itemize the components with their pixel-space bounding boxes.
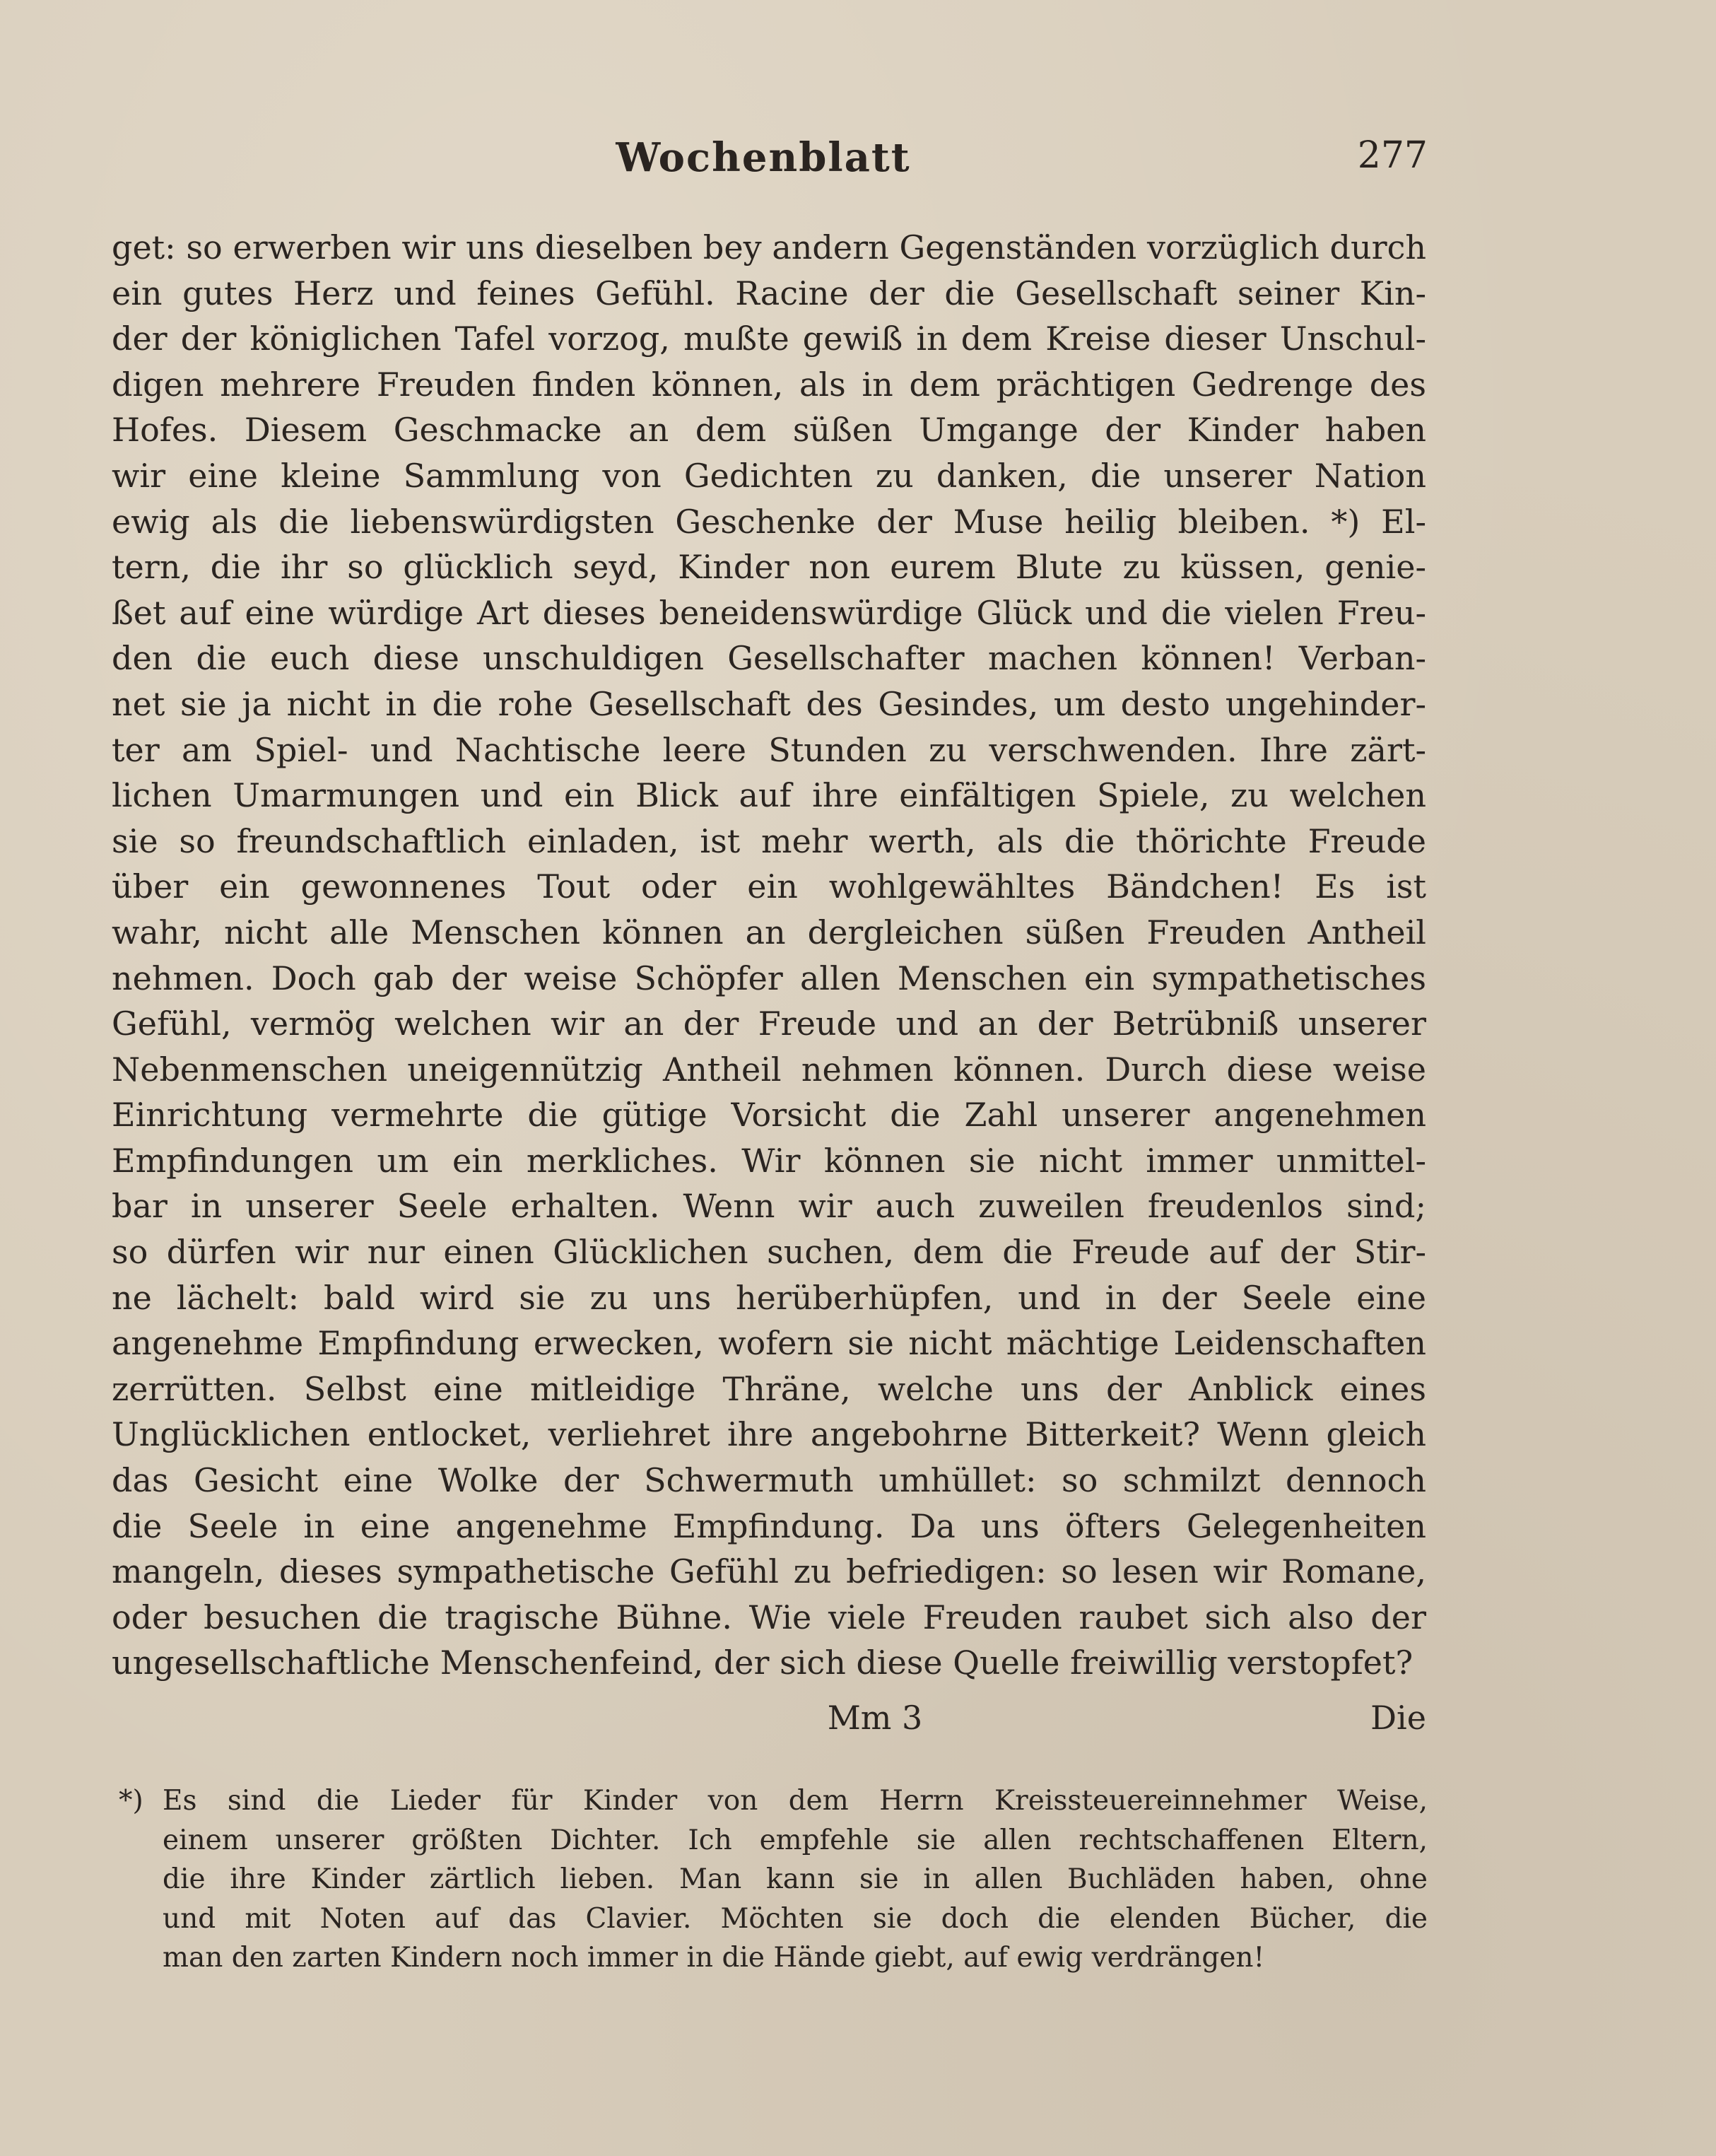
- body-line: net sie ja nicht in die rohe Gesellschaft des Gesindes, um desto ungehinder-: [112, 684, 1426, 723]
- body-line: ne lächelt: bald wird sie zu uns herüberhüpfen, und in der Seele eine: [112, 1278, 1426, 1317]
- body-line: bar in unserer Seele erhalten. Wenn wir auch zuweilen freudenlos sind;: [112, 1187, 1426, 1226]
- body-text: [112, 225, 1426, 1686]
- body-line: get: so erwerben wir uns dieselben bey andern Gegenständen vorzüglich durch: [112, 228, 1426, 266]
- body-line: über ein gewonnenes Tout oder ein wohlgewähltes Bändchen! Es ist: [112, 867, 1426, 906]
- body-line: nehmen. Doch gab der weise Schöpfer allen Menschen ein sympathetisches: [112, 959, 1426, 997]
- body-line: den die euch diese unschuldigen Gesellschafter machen können! Verban-: [112, 639, 1426, 678]
- body-line: sie so freundschaftlich einladen, ist mehr werth, als die thörichte Freude: [112, 821, 1426, 860]
- body-line: Einrichtung vermehrte die gütige Vorsicht die Zahl unserer angenehmen: [112, 1096, 1426, 1135]
- body-line: so dürfen wir nur einen Glücklichen suchen, dem die Freude auf der Stir-: [112, 1233, 1426, 1272]
- body-line: Unglücklichen entlocket, verliehret ihre angebohrne Bitterkeit? Wenn gleich: [112, 1415, 1426, 1454]
- body-line: angenehme Empfindung erwecken, wofern sie nicht mächtige Leidenschaften: [112, 1324, 1426, 1363]
- footnote: [119, 1781, 1428, 1978]
- footnote-line: einem unserer größten Dichter. Ich empfehle sie allen rechtschaffenen Eltern,: [163, 1824, 1428, 1856]
- body-line: Empfindungen um ein merkliches. Wir können sie nicht immer unmittel-: [112, 1141, 1426, 1180]
- body-line: ewig als die liebenswürdigsten Geschenke der Muse heilig bleiben. *) El-: [112, 502, 1426, 541]
- page-number: 277: [1357, 134, 1428, 177]
- body-line: Nebenmenschen uneigennützig Antheil nehmen können. Durch diese weise: [112, 1050, 1426, 1089]
- body-line: ungesellschaftliche Menschenfeind, der sich diese Quelle freiwillig verstopfet?: [112, 1644, 1414, 1682]
- body-line: wir eine kleine Sammlung von Gedichten zu danken, die unserer Nation: [112, 456, 1426, 495]
- body-line: lichen Umarmungen und ein Blick auf ihre einfältigen Spiele, zu welchen: [112, 776, 1426, 815]
- footnote-line: Es sind die Lieder für Kinder von dem Herrn Kreissteuereinnehmer Weise,: [163, 1785, 1428, 1817]
- body-line: tern, die ihr so glücklich seyd, Kinder non eurem Blute zu küssen, genie-: [112, 548, 1426, 587]
- footnote-line: und mit Noten auf das Clavier. Möchten sie doch die elenden Bücher, die: [163, 1902, 1428, 1935]
- body-line: ßet auf eine würdige Art dieses beneidenswürdige Glück und die vielen Freu-: [112, 593, 1426, 632]
- body-line: digen mehrere Freuden finden können, als in dem prächtigen Gedrenge des: [112, 365, 1426, 404]
- signature-mark: Mm 3: [827, 1699, 923, 1737]
- signature-row: [112, 1695, 1426, 1740]
- body-line: das Gesicht eine Wolke der Schwermuth umhüllet: so schmilzt dennoch: [112, 1461, 1426, 1500]
- body-line: Gefühl, vermög welchen wir an der Freude und an der Betrübniß unserer: [112, 1004, 1426, 1043]
- catchword: Die: [1370, 1699, 1426, 1737]
- body-line: mangeln, dieses sympathetische Gefühl zu befriedigen: so lesen wir Romane,: [112, 1552, 1426, 1591]
- body-line: die Seele in eine angenehme Empfindung. Da uns öfters Gelegenheiten: [112, 1506, 1426, 1545]
- body-line: ein gutes Herz und feines Gefühl. Racine der die Gesellschaft seiner Kin-: [112, 274, 1426, 312]
- body-line: Hofes. Diesem Geschmacke an dem süßen Umgange der Kinder haben: [112, 411, 1426, 450]
- body-line: der der königlichen Tafel vorzog, mußte gewiß in dem Kreise dieser Unschul-: [112, 320, 1426, 358]
- footnote-line: man den zarten Kindern noch immer in die Hände giebt, auf ewig verdrängen!: [163, 1942, 1265, 1974]
- body-line: ter am Spiel- und Nachtische leere Stunden zu verschwenden. Ihre zärt-: [112, 730, 1426, 769]
- footnote-line: die ihre Kinder zärtlich lieben. Man kann sie in allen Buchläden haben, ohne: [163, 1863, 1428, 1895]
- body-line: oder besuchen die tragische Bühne. Wie viele Freuden raubet sich also der: [112, 1598, 1426, 1636]
- footnote-marker: *): [119, 1785, 143, 1817]
- body-line: wahr, nicht alle Menschen können an dergleichen süßen Freuden Antheil: [112, 913, 1426, 951]
- running-header-title: Wochenblatt: [616, 134, 911, 181]
- body-line: zerrütten. Selbst eine mitleidige Thräne, welche uns der Anblick eines: [112, 1369, 1426, 1408]
